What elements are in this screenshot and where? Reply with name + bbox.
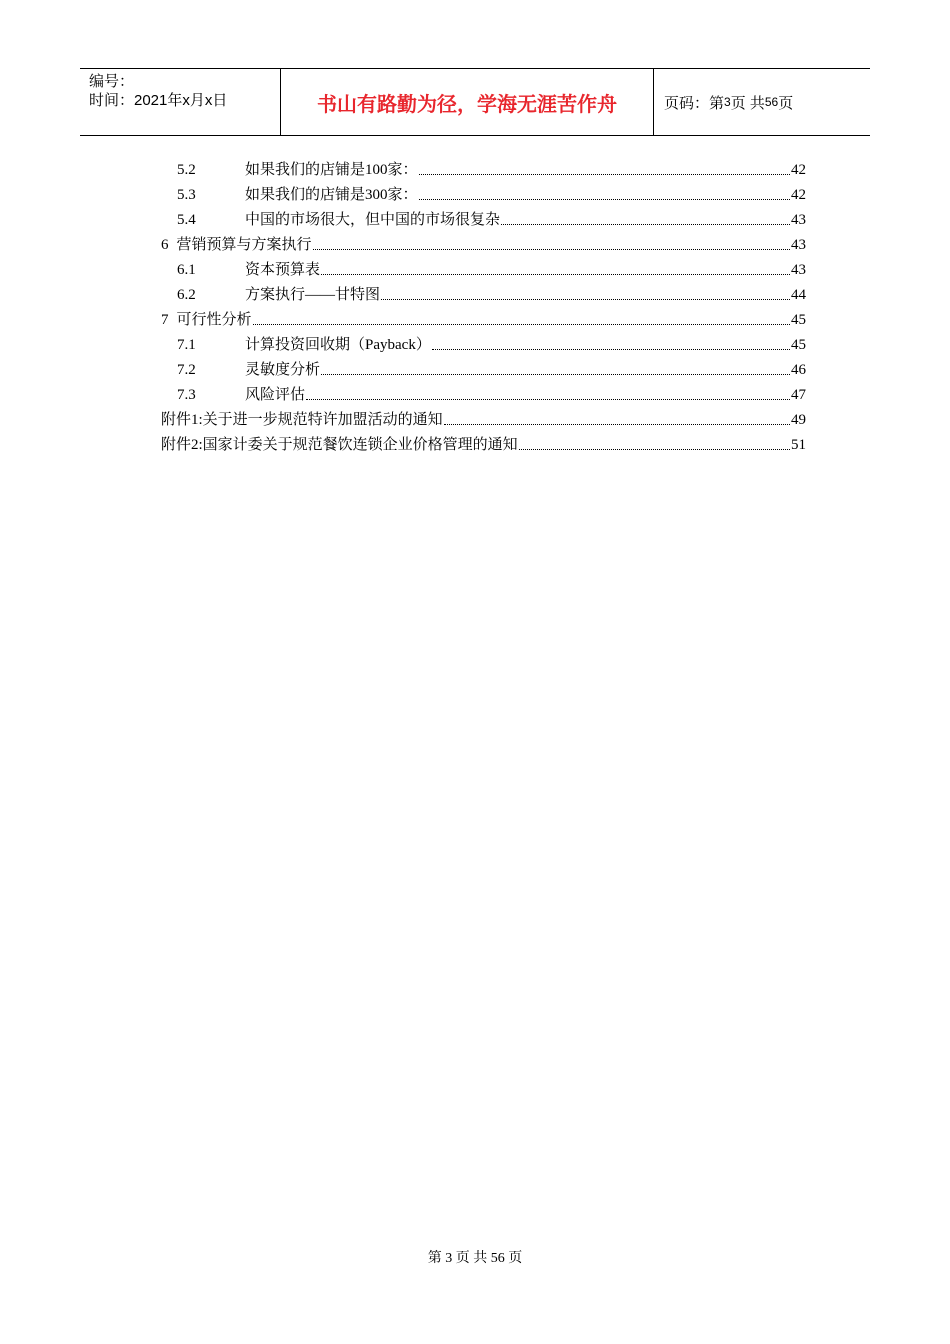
toc-entry-title: 计算投资回收期（Payback） bbox=[245, 337, 431, 353]
motto-text: 书山有路勤为径，学海无涯苦作舟 bbox=[317, 91, 617, 116]
toc-entry-page: 42 bbox=[791, 187, 806, 203]
toc-entry-number: 7.3 bbox=[177, 387, 196, 403]
toc-dot-leader bbox=[313, 249, 790, 250]
toc-entry-page: 43 bbox=[791, 212, 806, 228]
toc-entry-title: 如果我们的店铺是100家： bbox=[245, 162, 418, 178]
toc-entry[interactable] bbox=[161, 208, 806, 233]
page-footer: 第 3 页 共 56 页 bbox=[427, 1251, 523, 1266]
toc-entry-title: 资本预算表 bbox=[245, 262, 321, 278]
table-of-contents bbox=[161, 158, 806, 458]
toc-entry-page: 44 bbox=[791, 287, 806, 303]
toc-entry-page: 46 bbox=[791, 362, 806, 378]
toc-entry-title: 方案执行——甘特图 bbox=[245, 287, 381, 303]
time-label: 时间：2021年x月x日 bbox=[89, 92, 228, 109]
toc-dot-leader bbox=[501, 224, 790, 225]
toc-entry[interactable] bbox=[161, 283, 806, 308]
toc-entry-title: 如果我们的店铺是300家： bbox=[245, 187, 418, 203]
toc-entry-title: 营销预算与方案执行 bbox=[176, 237, 312, 253]
toc-dot-leader bbox=[419, 199, 790, 200]
page-mid: 页 共 bbox=[730, 94, 765, 112]
toc-entry-title: 风险评估 bbox=[245, 387, 306, 403]
page-prefix: 页码：第 bbox=[664, 94, 725, 112]
toc-entry-number: 5.2 bbox=[177, 162, 196, 178]
toc-dot-leader bbox=[321, 274, 790, 275]
toc-entry[interactable] bbox=[161, 183, 806, 208]
toc-dot-leader bbox=[444, 424, 790, 425]
toc-entry[interactable] bbox=[161, 408, 806, 433]
toc-entry-number: 6.2 bbox=[177, 287, 196, 303]
toc-entry[interactable] bbox=[161, 158, 806, 183]
toc-dot-leader bbox=[432, 349, 790, 350]
toc-entry[interactable] bbox=[161, 333, 806, 358]
toc-entry-number: 附件1: bbox=[161, 412, 203, 428]
toc-entry-title: 中国的市场很大，但中国的市场很复杂 bbox=[245, 212, 501, 228]
toc-entry-page: 42 bbox=[791, 162, 806, 178]
header-motto bbox=[281, 69, 654, 135]
toc-entry-number: 6 bbox=[161, 237, 169, 253]
toc-entry-number: 7.1 bbox=[177, 337, 196, 353]
toc-dot-leader bbox=[321, 374, 790, 375]
toc-dot-leader bbox=[419, 174, 790, 175]
toc-entry[interactable] bbox=[161, 433, 806, 458]
toc-entry-page: 45 bbox=[791, 337, 806, 353]
toc-entry-title: 灵敏度分析 bbox=[245, 362, 321, 378]
toc-entry-page: 43 bbox=[791, 262, 806, 278]
toc-entry[interactable] bbox=[161, 308, 806, 333]
toc-entry[interactable] bbox=[161, 383, 806, 408]
toc-dot-leader bbox=[519, 449, 790, 450]
toc-entry[interactable] bbox=[161, 358, 806, 383]
toc-entry-number: 5.3 bbox=[177, 187, 196, 203]
toc-entry[interactable] bbox=[161, 258, 806, 283]
toc-dot-leader bbox=[381, 299, 790, 300]
toc-entry-title: 可行性分析 bbox=[176, 312, 252, 328]
toc-entry-number: 6.1 bbox=[177, 262, 196, 278]
page-suffix: 页 bbox=[778, 94, 794, 112]
toc-entry-page: 49 bbox=[791, 412, 806, 428]
page-total: 56 bbox=[764, 95, 779, 109]
toc-entry-title: 关于进一步规范特许加盟活动的通知 bbox=[202, 412, 443, 428]
toc-dot-leader bbox=[306, 399, 790, 400]
header-page-info bbox=[654, 69, 870, 135]
toc-entry-page: 51 bbox=[791, 437, 806, 453]
toc-entry-page: 47 bbox=[791, 387, 806, 403]
toc-entry-number: 5.4 bbox=[177, 212, 196, 228]
toc-entry-number: 7.2 bbox=[177, 362, 196, 378]
toc-entry-title: 国家计委关于规范餐饮连锁企业价格管理的通知 bbox=[202, 437, 518, 453]
toc-dot-leader bbox=[253, 324, 790, 325]
page-header bbox=[80, 68, 870, 136]
page-current: 3 bbox=[724, 95, 731, 109]
toc-entry-page: 43 bbox=[791, 237, 806, 253]
toc-entry-number: 7 bbox=[161, 312, 169, 328]
toc-entry-page: 45 bbox=[791, 312, 806, 328]
toc-entry-number: 附件2: bbox=[161, 437, 203, 453]
toc-entry[interactable] bbox=[161, 233, 806, 258]
number-label: 编号： bbox=[89, 73, 135, 90]
header-meta bbox=[80, 69, 281, 135]
